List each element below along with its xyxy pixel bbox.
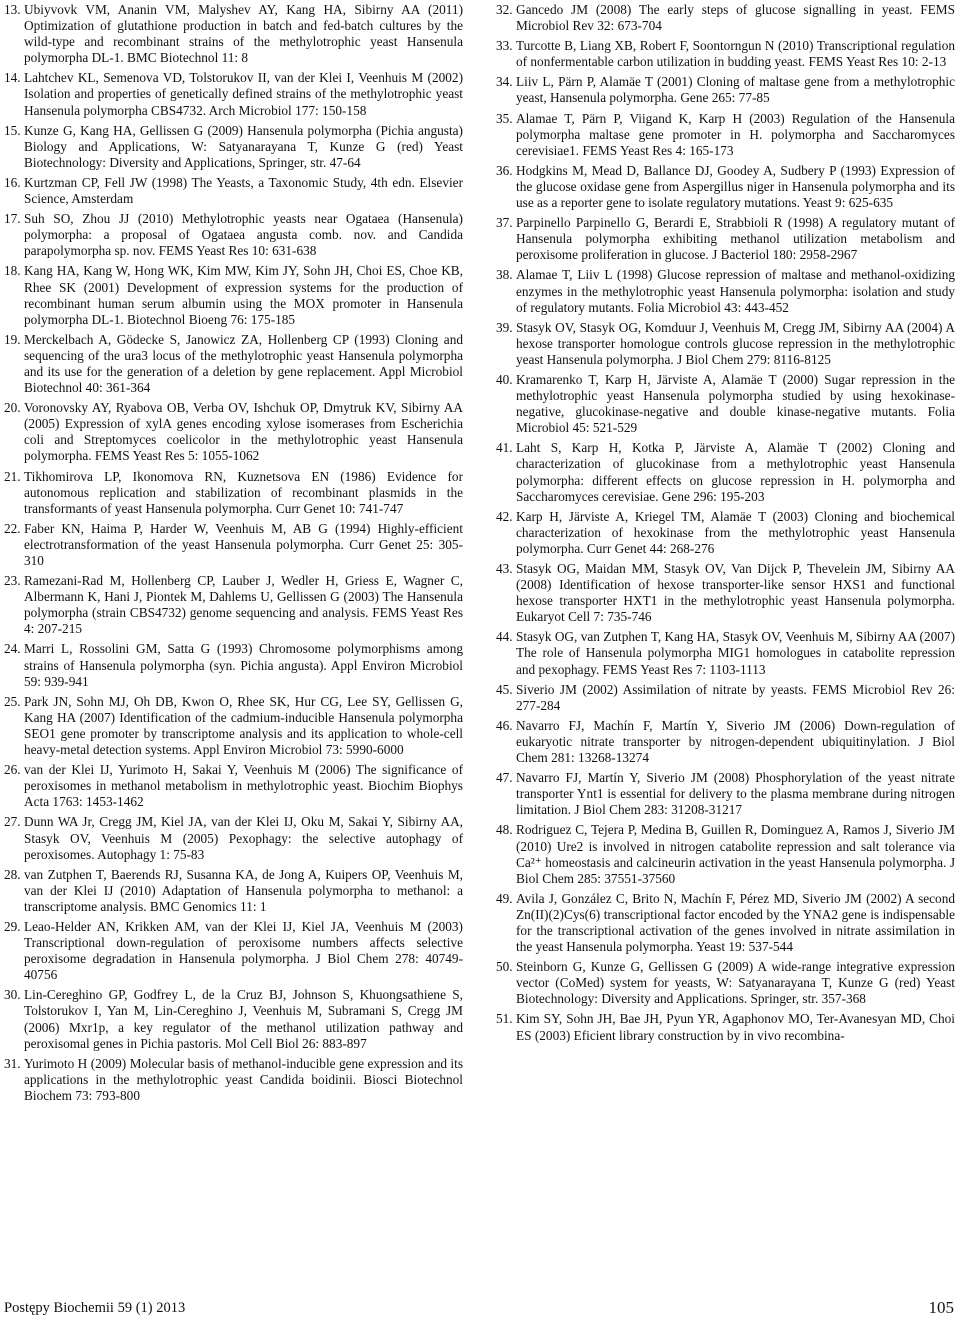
reference-item <box>496 682 955 714</box>
reference-number: 14. <box>4 70 21 86</box>
reference-number: 29. <box>4 918 21 934</box>
reference-item <box>4 400 463 464</box>
reference-text: Stasyk OG, van Zutphen T, Kang HA, Stasyk OV, Veenhuis M, Sibirny AA (2007) The role of Hansenula polymorpha MIG1 homologues in catabolite repression and pexophagy. FEMS Yeast Res 7: 1103-1113 <box>516 629 955 677</box>
reference-text: Stasyk OG, Maidan MM, Stasyk OV, Van Dijck P, Thevelein JM, Sibirny AA (2008) Identification of hexose transporter-like sensor HXS1 and functional hexose transporter HXT1 in the methylotrophic yeast Hansenula polymorpha. Eukaryot Cell 7: 735-746 <box>516 561 955 625</box>
reference-text: Navarro FJ, Martín Y, Siverio JM (2008) Phosphorylation of the yeast nitrate transporter Ynt1 is essential for delivery to the plasma membrane during nitrogen limitation. J Biol Chem 283: 31208-31217 <box>516 770 955 818</box>
reference-number: 44. <box>496 629 513 645</box>
reference-number: 41. <box>496 440 513 456</box>
reference-text: Hodgkins M, Mead D, Ballance DJ, Goodey A, Sudbery P (1993) Expression of the glucose oxidase gene from Aspergillus niger in Hansenula polymorpha and its use as a reporter gene to isolate regulatory mutations. Yeast 9: 625-635 <box>516 162 955 211</box>
reference-item <box>496 111 955 159</box>
reference-number: 45. <box>496 681 513 697</box>
reference-item <box>496 509 955 557</box>
reference-item <box>4 1056 463 1104</box>
journal-citation-footer: Postępy Biochemii 59 (1) 2013 <box>4 1300 186 1316</box>
reference-item <box>4 867 463 915</box>
reference-text: Gancedo JM (2008) The early steps of glucose signalling in yeast. FEMS Microbiol Rev 32: 673-704 <box>516 2 955 34</box>
reference-text: Steinborn G, Kunze G, Gellissen G (2009) A wide-range integrative expression vector (CoMed) system for yeasts, W: Satyanarayana T, Kunze G (red) Yeast Biotechnology: Diversity and Applications. Springer, str. 357-368 <box>516 959 955 1007</box>
reference-item <box>4 762 463 810</box>
reference-item <box>4 919 463 983</box>
reference-text: Ubiyvovk VM, Ananin VM, Malyshev AY, Kang HA, Sibirny AA (2011) Optimization of glutathione production in batch and fed-batch cultures by the wild-type and recombinant strains of the methylotrophic yeast Hansenula polymorpha DL-1. BMC Biotechnol 11: 8 <box>24 2 463 66</box>
reference-text: Dunn WA Jr, Cregg JM, Kiel JA, van der Klei IJ, Oku M, Sakai Y, Sibirny AA, Stasyk OV, Veenhuis M (2005) Pexophagy: the selective autophagy of peroxisomes. Autophagy 1: 75-83 <box>24 814 463 862</box>
reference-text: Kang HA, Kang W, Hong WK, Kim MW, Kim JY, Sohn JH, Choi ES, Choe KB, Rhee SK (2001) Development of expression systems for the production of recombinant human serum albumin using the MOX promoter in Hansenula polymorpha DL-1. Biotechnol Bioeng 76: 175-185 <box>24 263 463 327</box>
reference-number: 50. <box>496 959 513 975</box>
reference-number: 16. <box>4 174 21 190</box>
reference-number: 35. <box>496 110 513 126</box>
reference-item <box>4 211 463 259</box>
reference-number: 25. <box>4 693 21 709</box>
reference-number: 37. <box>496 215 513 231</box>
reference-number: 51. <box>496 1011 513 1027</box>
reference-text: Leao-Helder AN, Krikken AM, van der Klei IJ, Kiel JA, Veenhuis M (2003) Transcriptional down-regulation of peroxisome numbers affects selective peroxisome degradation in Hansenula polymorpha. J Biol Chem 278: 40749-40756 <box>24 918 463 983</box>
reference-number: 22. <box>4 520 21 536</box>
reference-number: 40. <box>496 371 513 387</box>
reference-item <box>496 163 955 211</box>
reference-text: Alamae T, Pärn P, Viigand K, Karp H (2003) Regulation of the Hansenula polymorpha maltase gene promoter in H. polymorpha and Saccharomyces cerevisiae1. FEMS Yeast Res 4: 165-173 <box>516 110 955 158</box>
reference-item <box>496 267 955 315</box>
reference-item <box>496 561 955 625</box>
reference-item <box>496 629 955 677</box>
reference-number: 18. <box>4 263 21 279</box>
reference-number: 31. <box>4 1055 21 1071</box>
reference-item <box>496 215 955 263</box>
reference-number: 26. <box>4 762 21 778</box>
reference-item <box>4 469 463 517</box>
reference-text: Navarro FJ, Machín F, Martín Y, Siverio JM (2006) Down-regulation of eukaryotic nitrate transporter by nitrogen-dependent ubiquitinylation. J Biol Chem 281: 13268-13274 <box>516 717 955 766</box>
reference-text: Lahtchev KL, Semenova VD, Tolstorukov II, van der Klei I, Veenhuis M (2002) Isolation and properties of genetically defined strains of the methylotrophic yeast Hansenula polymorpha CBS4732. Arch Microbiol 177: 150-158 <box>24 70 463 118</box>
reference-item <box>496 891 955 955</box>
reference-number: 21. <box>4 468 21 484</box>
reference-item <box>4 987 463 1051</box>
references-right-column <box>496 2 955 1048</box>
reference-text: Turcotte B, Liang XB, Robert F, Soontorngun N (2010) Transcriptional regulation of nonfermentable carbon utilization in budding yeast. FEMS Yeast Res 10: 2-13 <box>516 38 955 70</box>
reference-text: Kim SY, Sohn JH, Bae JH, Pyun YR, Agaphonov MO, Ter-Avanesyan MD, Choi ES (2003) Eficient library construction by in vivo recombina- <box>516 1011 955 1043</box>
reference-text: Ramezani-Rad M, Hollenberg CP, Lauber J, Wedler H, Griess E, Wagner C, Albermann K, Hani J, Piontek M, Dahlems U, Gellissen G (2003) The Hansenula polymorpha (strain CBS4732) genome sequencing and analysis. FEMS Yeast Res 4: 207-215 <box>24 573 463 637</box>
reference-item <box>496 959 955 1007</box>
reference-item <box>4 694 463 758</box>
reference-text: Voronovsky AY, Ryabova OB, Verba OV, Ishchuk OP, Dmytruk KV, Sibirny AA (2005) Expression of xylA genes encoding xylose isomerases from Escherichia coli and Streptomyces coelicolor in the methylotrophic yeast Hansenula polymorpha. FEMS Yeast Res 5: 1055-1062 <box>24 400 463 464</box>
reference-number: 32. <box>496 2 513 17</box>
reference-text: Kurtzman CP, Fell JW (1998) The Yeasts, a Taxonomic Study, 4th edn. Elsevier Science, Amsterdam <box>24 174 463 207</box>
reference-text: Tikhomirova LP, Ikonomova RN, Kuznetsova EN (1986) Evidence for autonomous replication and stabilization of recombinant plasmids in the transformants of yeast Hansenula polymorpha. Curr Genet 10: 741-747 <box>24 468 463 516</box>
reference-number: 49. <box>496 890 513 906</box>
reference-text: Kramarenko T, Karp H, Järviste A, Alamäe T (2000) Sugar repression in the methylotrophic yeast Hansenula polymorpha studied by using hexokinase-negative, glucokinase-negative and double kinase-negative mutants. Folia Microbiol 45: 521-529 <box>516 371 955 436</box>
reference-text: Siverio JM (2002) Assimilation of nitrate by yeasts. FEMS Microbiol Rev 26: 277-284 <box>516 681 955 713</box>
reference-text: Laht S, Karp H, Kotka P, Järviste A, Alamäe T (2002) Cloning and characterization of glucokinase from a methylotrophic yeast Hansenula polymorpha: different effects on glucose repression in H. polymorpha and Saccharomyces cerevisiae. Gene 296: 195-203 <box>516 440 955 504</box>
reference-number: 20. <box>4 400 21 416</box>
reference-text: Kunze G, Kang HA, Gellissen G (2009) Hansenula polymorpha (Pichia angusta) Biology and Applications, W: Satyanarayana T, Kunze G (red) Yeast Biotechnology: Diversity and Applications, Springer, str. 47-64 <box>24 122 463 170</box>
reference-number: 17. <box>4 211 21 227</box>
reference-text: van der Klei IJ, Yurimoto H, Sakai Y, Veenhuis M (2006) The significance of peroxisomes in methanol metabolism in methylotrophic yeast. Biochim Biophys Acta 1763: 1453-1462 <box>24 762 463 810</box>
reference-item <box>496 770 955 818</box>
reference-text: Liiv L, Pärn P, Alamäe T (2001) Cloning of maltase gene from a methylotrophic yeast, Hansenula polymorpha. Gene 265: 77-85 <box>516 74 955 106</box>
reference-item <box>496 1011 955 1043</box>
reference-item <box>496 440 955 504</box>
reference-text: Marri L, Rossolini GM, Satta G (1993) Chromosome polymorphisms among strains of Hansenula polymorpha (syn. Pichia angusta). Appl Environ Microbiol 59: 939-941 <box>24 641 463 689</box>
reference-item <box>496 320 955 368</box>
reference-number: 27. <box>4 814 21 830</box>
reference-number: 34. <box>496 74 513 90</box>
reference-item <box>4 2 463 66</box>
reference-text: Karp H, Järviste A, Kriegel TM, Alamäe T (2003) Cloning and biochemical characterization of hexokinase from the methylotrophic yeast Hansenula polymorpha. Curr Genet 44: 268-276 <box>516 508 955 556</box>
reference-number: 13. <box>4 2 21 17</box>
reference-number: 38. <box>496 267 513 283</box>
reference-number: 15. <box>4 122 21 138</box>
references-left-column <box>4 2 463 1108</box>
reference-number: 42. <box>496 508 513 524</box>
reference-item <box>496 822 955 886</box>
reference-number: 43. <box>496 561 513 576</box>
reference-item <box>4 70 463 118</box>
reference-text: Suh SO, Zhou JJ (2010) Methylotrophic yeasts near Ogataea (Hansenula) polymorpha: a proposal of Ogataea angusta comb. nov. and Candida parapolymorpha sp. nov. FEMS Yeast Res 10: 631-638 <box>24 211 463 259</box>
reference-text: Alamae T, Liiv L (1998) Glucose repression of maltase and methanol-oxidizing enzymes in the methylotrophic yeast Hansenula polymorpha: isolation and study of regulatory mutants. Folia Microbiol 43: 443-452 <box>516 267 955 315</box>
reference-item <box>496 38 955 70</box>
reference-text: Stasyk OV, Stasyk OG, Komduur J, Veenhuis M, Cregg JM, Sibirny AA (2004) A hexose transporter homologue controls glucose repression in the methylotrophic yeast Hansenula polymorpha. J Biol Chem 279: 8116-8125 <box>516 319 955 367</box>
reference-number: 19. <box>4 331 21 347</box>
reference-item <box>496 2 955 34</box>
reference-text: Parpinello Parpinello G, Berardi E, Strabbioli R (1998) A regulatory mutant of Hansenula polymorpha exhibiting methanol utilization metabolism and peroxisome proliferation in glucose. J Bacteriol 180: 2958-2967 <box>516 215 955 263</box>
reference-number: 30. <box>4 987 21 1003</box>
reference-number: 23. <box>4 573 21 589</box>
reference-text: Rodriguez C, Tejera P, Medina B, Guillen R, Dominguez A, Ramos J, Siverio JM (2010) Ure2 is involved in nitrogen catabolite repression and salt tolerance via Ca²⁺ homeostasis and calcineurin activation in the yeast Hansenula polymorpha. J Biol Chem 285: 37551-37560 <box>516 822 955 886</box>
reference-text: Yurimoto H (2009) Molecular basis of methanol-inducible gene expression and its applications in the methylotrophic yeast Candida boidinii. Biosci Biotechnol Biochem 73: 793-800 <box>24 1055 463 1103</box>
reference-item <box>4 814 463 862</box>
reference-item <box>4 573 463 637</box>
reference-number: 36. <box>496 162 513 178</box>
reference-text: van Zutphen T, Baerends RJ, Susanna KA, de Jong A, Kuipers OP, Veenhuis M, van der Klei IJ (2010) Adaptation of Hansenula polymorpha to methanol: a transcriptome analysis. BMC Genomics 11: 1 <box>24 866 463 914</box>
reference-item <box>496 718 955 766</box>
reference-item <box>4 332 463 396</box>
reference-number: 48. <box>496 822 513 838</box>
reference-item <box>4 641 463 689</box>
reference-item <box>496 372 955 436</box>
reference-item <box>4 263 463 327</box>
reference-text: Faber KN, Haima P, Harder W, Veenhuis M, AB G (1994) Highly-efficient electrotransformation of the yeast Hansenula polymorpha. Curr Genet 25: 305-310 <box>24 520 463 568</box>
reference-text: Lin-Cereghino GP, Godfrey L, de la Cruz BJ, Johnson S, Khuongsathiene S, Tolstorukov I, Yan M, Lin-Cereghino J, Veenhuis M, Subramani S, Cregg JM (2006) Mxr1p, a key regulator of the methanol utilization pathway and peroxisomal genes in Pichia pastoris. Mol Cell Biol 26: 883-897 <box>24 987 463 1051</box>
reference-number: 28. <box>4 866 21 882</box>
reference-number: 39. <box>496 319 513 335</box>
reference-item <box>4 123 463 171</box>
reference-text: Avila J, González C, Brito N, Machín F, Pérez MD, Siverio JM (2002) A second Zn(II)(2)Cys(6) transcriptional factor encoded by the YNA2 gene is indispensable for the transcriptional activation of the genes involved in nitrate assimilation in the yeast Hansenula polymorpha. Yeast 19: 537-544 <box>516 890 955 955</box>
reference-text: Park JN, Sohn MJ, Oh DB, Kwon O, Rhee SK, Hur CG, Lee SY, Gellissen G, Kang HA (2007) Identification of the cadmium-inducible Hansenula polymorpha SEO1 gene promoter by transcriptome analysis and its application to whole-cell heavy-metal detection systems. Appl Environ Microbiol 73: 5990-6000 <box>24 693 463 758</box>
reference-number: 24. <box>4 641 21 657</box>
page-number: 105 <box>928 1298 954 1317</box>
reference-number: 47. <box>496 770 513 786</box>
reference-item <box>4 175 463 207</box>
reference-text: Merckelbach A, Gödecke S, Janowicz ZA, Hollenberg CP (1993) Cloning and sequencing of the ura3 locus of the methylotrophic yeast Hansenula polymorpha and its use for the generation of a deletion by gene replacement. Appl Microbiol Biotechnol 40: 361-364 <box>24 331 463 396</box>
reference-item <box>4 521 463 569</box>
reference-item <box>496 74 955 106</box>
reference-number: 33. <box>496 38 513 54</box>
reference-number: 46. <box>496 717 513 733</box>
